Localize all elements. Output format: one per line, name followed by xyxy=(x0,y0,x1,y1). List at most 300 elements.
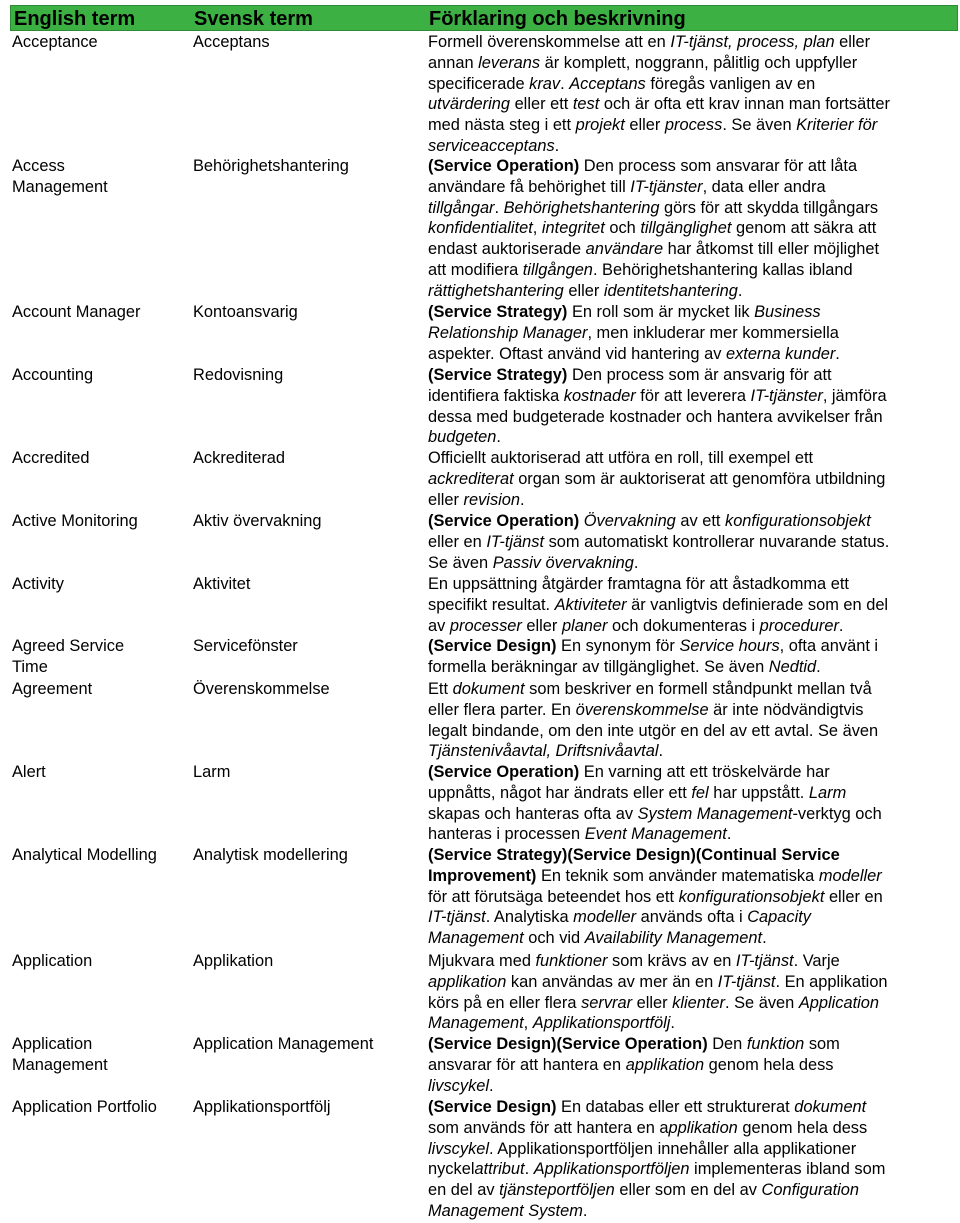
description-line xyxy=(428,1097,885,1118)
description-line xyxy=(428,511,889,532)
description-text: hanteras i processen xyxy=(428,825,585,844)
description-line xyxy=(428,365,887,386)
description-text: av ett xyxy=(675,512,725,530)
glossary-reference: Nedtid xyxy=(768,657,817,676)
description-text: Ett xyxy=(428,680,453,698)
svensk-term: Application Management xyxy=(193,1035,374,1053)
description-line xyxy=(428,281,879,302)
description-text: En roll som är mycket lik xyxy=(567,303,755,321)
description-text: endast auktoriserade xyxy=(428,240,586,259)
description-line xyxy=(428,386,887,407)
description-line xyxy=(428,700,878,721)
english-term-line: Application xyxy=(12,1035,93,1053)
description-text: Den process som ansvarar för att låta xyxy=(579,157,858,175)
description-text: identifiera faktiska xyxy=(428,386,564,405)
description-line xyxy=(428,951,888,972)
english-term-line: Active Monitoring xyxy=(12,512,138,530)
description-text: nyckel xyxy=(428,1160,475,1179)
description-line xyxy=(428,490,885,511)
description-text: formella beräkningar av tillgänglighet. Se även xyxy=(428,657,769,676)
glossary-reference: överenskommelse xyxy=(575,700,709,719)
description-text: . Se även xyxy=(725,993,799,1012)
glossary-reference: Business xyxy=(754,303,821,321)
glossary-reference: Configuration xyxy=(761,1181,859,1200)
glossary-reference: funktioner xyxy=(535,952,608,970)
description-text: . xyxy=(489,1076,494,1095)
glossary-reference: ackrediterat xyxy=(428,469,514,488)
description-text: eller en xyxy=(428,532,487,551)
description-line xyxy=(428,762,882,783)
description-text: och dokumenteras i xyxy=(607,616,760,635)
description-text: , xyxy=(523,1014,533,1033)
svensk-term: Applikationsportfölj xyxy=(193,1098,331,1116)
description-text: föregås vanligen av en xyxy=(645,74,816,93)
section-tag: Improvement) xyxy=(428,866,537,885)
glossary-reference: Service hours xyxy=(679,637,780,655)
description-line xyxy=(428,74,890,95)
glossary-reference: IT-tjänst xyxy=(428,908,486,927)
description-line xyxy=(428,1034,840,1055)
description-text: . Applikationsportföljen innehåller alla applikationer xyxy=(489,1139,857,1158)
glossary-reference: attribut xyxy=(474,1160,525,1179)
section-tag: (Service Operation) xyxy=(428,763,580,781)
description-line xyxy=(428,616,888,637)
description-text: som används för att hantera en a xyxy=(428,1118,669,1137)
glossary-reference: dokument xyxy=(794,1098,867,1116)
description-text: . xyxy=(658,742,664,761)
description-text: för att förutsäga beteendet hos ett xyxy=(428,887,679,906)
description-text: av xyxy=(428,616,450,635)
glossary-reference: revision xyxy=(463,490,521,509)
english-term xyxy=(12,679,92,700)
description-text: uppnåtts, något har ändrats eller ett xyxy=(428,783,692,802)
description-line xyxy=(428,887,883,908)
description-text: eller en xyxy=(824,887,883,906)
description-line xyxy=(428,928,883,949)
description-text: som beskriver en formell ståndpunkt mellan två xyxy=(524,680,872,698)
glossary-reference: tjänsteportföljen xyxy=(499,1181,615,1200)
description-text: . xyxy=(524,1160,534,1179)
english-term-line: Accounting xyxy=(12,366,94,384)
glossary-reference: Acceptans xyxy=(569,74,646,93)
header-forklaring: Förklaring och beskrivning xyxy=(429,8,686,30)
description-text: eller flera parter. En xyxy=(428,700,576,719)
glossary-reference: Event Management xyxy=(584,825,727,844)
english-term-line: Acceptance xyxy=(12,33,98,51)
header-english-term: English term xyxy=(14,8,136,30)
glossary-reference: klienter xyxy=(672,993,725,1012)
glossary-reference: integritet xyxy=(541,219,605,238)
description-text: som xyxy=(804,1035,840,1053)
section-tag: (Service Design)(Service Operation) xyxy=(428,1035,708,1053)
description-line xyxy=(428,804,882,825)
svensk-term: Servicefönster xyxy=(193,637,298,655)
description-text: och vid xyxy=(523,929,585,948)
glossary-reference: Capacity xyxy=(747,908,811,927)
english-term xyxy=(12,1034,108,1076)
description-text: ansvarar för att hantera en xyxy=(428,1055,626,1074)
english-term xyxy=(12,32,98,53)
glossary-reference: Kriterier för xyxy=(796,116,878,135)
description-text: . xyxy=(838,616,844,635)
glossary-reference: budgeten xyxy=(428,428,497,447)
description-text: eller som en del av xyxy=(614,1181,762,1200)
glossary-reference: modeller xyxy=(818,866,882,885)
description-text: används ofta i xyxy=(636,908,748,927)
english-term xyxy=(12,448,89,469)
description-text: eller xyxy=(563,281,604,300)
description xyxy=(428,511,889,573)
description-text: . xyxy=(816,657,821,676)
english-term xyxy=(12,302,140,323)
english-term-line: Access xyxy=(12,157,65,175)
description-text: organ som är auktoriserat att genomföra utbildning xyxy=(513,469,886,488)
description-text: En synonym för xyxy=(556,637,680,655)
description-text: Officiellt auktoriserad att utföra en roll, till exempel ett xyxy=(428,449,814,467)
description-text: , jämföra xyxy=(822,386,887,405)
description-text: Den xyxy=(707,1035,747,1053)
glossary-reference: procedurer xyxy=(759,616,839,635)
english-term-line: Agreement xyxy=(12,680,93,698)
glossary-reference: test xyxy=(572,95,600,114)
english-term-line: Alert xyxy=(12,763,46,781)
glossary-reference: projekt xyxy=(575,116,625,135)
description-text: . Se även xyxy=(722,116,797,135)
description xyxy=(428,574,888,636)
description-text: och xyxy=(604,219,641,238)
description-text: -verktyg och xyxy=(792,804,882,823)
table-header xyxy=(10,5,958,31)
description-text: med nästa steg i ett xyxy=(428,116,576,135)
glossary-reference: modeller xyxy=(573,908,637,927)
description-text: Formell överenskommelse att en xyxy=(428,33,671,51)
glossary-reference: konfigurationsobjekt xyxy=(678,887,825,906)
description-line xyxy=(428,1139,885,1160)
description-text: . xyxy=(582,1201,588,1220)
english-term-line: Management xyxy=(12,1055,108,1074)
glossary-reference: Övervakning xyxy=(583,512,676,530)
english-term xyxy=(12,511,138,532)
svensk-term: Överenskommelse xyxy=(193,680,330,698)
description xyxy=(428,636,878,678)
description-text: eller xyxy=(632,993,673,1012)
description-text: En varning att ett tröskelvärde har xyxy=(579,763,830,781)
section-tag: (Service Design) xyxy=(428,1098,557,1116)
description-line xyxy=(428,156,879,177)
glossary-reference: planer xyxy=(561,616,608,635)
description-line xyxy=(428,1180,885,1201)
glossary-reference: livscykel xyxy=(428,1076,490,1095)
english-term-line: Application xyxy=(12,952,93,970)
english-term xyxy=(12,365,93,386)
description-text: eller ett xyxy=(510,95,573,114)
description-text: Mjukvara med xyxy=(428,952,536,970)
description-line xyxy=(428,469,885,490)
glossary-reference: Aktiviteter xyxy=(554,595,627,614)
description xyxy=(428,679,878,762)
svensk-term: Redovisning xyxy=(193,366,284,384)
svensk-term: Larm xyxy=(193,763,231,781)
description-line xyxy=(428,636,878,657)
glossary-reference: Management xyxy=(428,929,524,948)
description-text: har uppstått. xyxy=(708,783,809,802)
description-text: specificerade xyxy=(428,74,530,93)
description-text: . Varje xyxy=(793,952,840,970)
glossary-reference: användare xyxy=(585,240,664,259)
description-line xyxy=(428,783,882,804)
description-text: en del av xyxy=(428,1181,500,1200)
glossary-reference: Applikationsportföljen xyxy=(533,1160,690,1179)
glossary-reference: livscykel xyxy=(428,1139,490,1158)
description-text: är komplett, noggrann, pålitlig och uppfyller xyxy=(540,53,858,72)
description-text: . xyxy=(560,74,570,93)
description-text: dessa med budgeterade kostnader och hantera avvikelser från xyxy=(428,407,883,426)
glossary-reference: process xyxy=(664,116,723,135)
description-text: är vanligtvis definierade som en del xyxy=(626,595,889,614)
description xyxy=(428,845,883,949)
english-term xyxy=(12,1097,157,1118)
description-line xyxy=(428,302,840,323)
svensk-term: Aktiv övervakning xyxy=(193,512,322,530)
glossary-reference: konfigurationsobjekt xyxy=(725,512,871,530)
glossary-reference: tillgången xyxy=(522,260,593,279)
glossary-reference: rättighetshantering xyxy=(428,281,564,300)
glossary-reference: funktion xyxy=(746,1035,805,1053)
description-text: specifikt resultat. xyxy=(428,595,555,614)
description-text: , xyxy=(532,219,542,238)
description xyxy=(428,448,885,510)
description-text: . xyxy=(670,1014,675,1033)
description-text: implementeras ibland som xyxy=(689,1160,886,1179)
description-text: En uppsättning åtgärder framtagna för att åstadkomma ett xyxy=(428,575,849,593)
description-text: är inte nödvändigtvis xyxy=(708,700,864,719)
description-text: . xyxy=(726,825,732,844)
description-text: . xyxy=(762,929,767,948)
section-tag: (Service Strategy) xyxy=(428,366,568,384)
english-term-line: Analytical Modelling xyxy=(12,846,157,864)
glossary-reference: servrar xyxy=(581,993,633,1012)
svensk-term: Behörighetshantering xyxy=(193,157,349,175)
description-line xyxy=(428,136,890,157)
description-line xyxy=(428,1076,840,1097)
svensk-term: Kontoansvarig xyxy=(193,303,298,321)
description-line xyxy=(428,260,879,281)
svensk-term: Ackrediterad xyxy=(193,449,286,467)
description-text: . xyxy=(835,344,840,363)
description-text: eller xyxy=(624,116,665,135)
description-text: för att leverera xyxy=(635,386,751,405)
description-text: . xyxy=(633,553,639,572)
description-line xyxy=(428,907,883,928)
glossary-reference: IT-tjänst xyxy=(486,532,545,551)
description-line xyxy=(428,218,879,239)
description-text: görs för att skydda tillgångars xyxy=(659,198,879,217)
description-text: att modifiera xyxy=(428,260,523,279)
description-line xyxy=(428,448,885,469)
section-tag: (Service Strategy) xyxy=(428,303,568,321)
glossary-reference: krav xyxy=(529,74,561,93)
glossary-reference: fel xyxy=(691,783,709,802)
glossary-reference: Applikationsportfölj xyxy=(532,1014,671,1033)
glossary-reference: applikation xyxy=(428,972,507,991)
glossary-reference: serviceacceptans xyxy=(428,136,555,155)
description-text: eller xyxy=(428,490,464,509)
glossary-reference: IT-tjänster xyxy=(750,386,823,405)
glossary-reference: kostnader xyxy=(563,386,636,405)
header-svensk-term: Svensk term xyxy=(194,8,313,30)
description-line xyxy=(428,177,879,198)
glossary-reference: IT-tjänst, process, plan xyxy=(670,33,835,51)
glossary-reference: IT-tjänst xyxy=(717,972,776,991)
section-tag: (Service Operation) xyxy=(428,512,580,530)
glossary-reference: applikation xyxy=(625,1055,705,1074)
description-line xyxy=(428,427,887,448)
glossary-reference: tillgänglighet xyxy=(640,219,732,238)
description-text: , men inkluderar mer kommersiella xyxy=(587,323,839,342)
glossary-reference: System Management xyxy=(637,804,793,823)
description-line xyxy=(428,1013,888,1034)
description-line xyxy=(428,407,887,428)
description-text: annan xyxy=(428,53,479,72)
description-line xyxy=(428,972,888,993)
description-text: En teknik som använder matematiska xyxy=(536,866,819,885)
description-text: . En applikation xyxy=(775,972,888,991)
description-text: aspekter. Oftast använd vid hantering av xyxy=(428,344,726,363)
english-term xyxy=(12,762,46,783)
section-tag: (Service Operation) xyxy=(428,157,580,175)
description-line xyxy=(428,1055,840,1076)
glossary-reference: IT-tjänster xyxy=(630,177,703,196)
svensk-term: Acceptans xyxy=(193,33,270,51)
description xyxy=(428,1034,840,1096)
description-line xyxy=(428,115,890,136)
glossary-reference: utvärdering xyxy=(428,95,511,114)
glossary-reference: Relationship Manager xyxy=(428,323,588,342)
glossary-reference: Management xyxy=(428,1014,524,1033)
english-term-line: Application Portfolio xyxy=(12,1098,157,1116)
glossary-reference: identitetshantering xyxy=(603,281,738,300)
description xyxy=(428,762,882,845)
description-text: körs på en eller flera xyxy=(428,993,582,1012)
description-text: . xyxy=(496,428,501,447)
description xyxy=(428,1097,885,1222)
section-tag: (Service Strategy)(Service Design)(Continual Service xyxy=(428,846,840,864)
description-text: genom hela dess xyxy=(737,1118,868,1137)
english-term xyxy=(12,574,64,595)
description-text: . xyxy=(520,490,525,509)
english-term-line: Time xyxy=(12,657,48,676)
english-term-line: Activity xyxy=(12,575,64,593)
description-text: eller xyxy=(521,616,562,635)
description-text: . xyxy=(554,136,560,155)
description-line xyxy=(428,94,890,115)
description-line xyxy=(428,824,882,845)
description-text: Se även xyxy=(428,553,493,572)
description-line xyxy=(428,1159,885,1180)
description-line xyxy=(428,993,888,1014)
description-line xyxy=(428,657,878,678)
description-line xyxy=(428,1118,885,1139)
description-text: användare få behörighet till xyxy=(428,177,631,196)
glossary-reference: dokument xyxy=(452,680,525,698)
english-term-line: Agreed Service xyxy=(12,637,125,655)
description-text: , ofta använt i xyxy=(779,637,879,655)
description-text: kan användas av mer än en xyxy=(506,972,718,991)
glossary-reference: tillgångar xyxy=(428,198,495,217)
svensk-term: Analytisk modellering xyxy=(193,846,348,864)
description-text: Den process som är ansvarig för att xyxy=(567,366,832,384)
glossary-reference: Management System xyxy=(428,1201,583,1220)
english-term-line: Account Manager xyxy=(12,303,141,321)
description-line xyxy=(428,574,888,595)
glossary-reference: Larm xyxy=(808,783,847,802)
description-line xyxy=(428,741,878,762)
description xyxy=(428,951,888,1034)
svensk-term: Aktivitet xyxy=(193,575,251,593)
glossary-reference: leverans xyxy=(478,53,541,72)
description-line xyxy=(428,721,878,742)
description-text: legalt bindande, om den inte utgör en del av ett avtal. Se även xyxy=(428,721,879,740)
description-text: skapas och hanteras ofta av xyxy=(428,804,638,823)
description-line xyxy=(428,239,879,260)
description-line xyxy=(428,532,889,553)
section-tag: (Service Design) xyxy=(428,637,557,655)
glossary-reference: Behörighetshantering xyxy=(503,198,660,217)
description-text: . Behörighetshantering kallas ibland xyxy=(592,260,853,279)
description-line xyxy=(428,53,890,74)
description-text: , data eller andra xyxy=(702,177,826,196)
description-line xyxy=(428,845,883,866)
glossary-reference: pplikation xyxy=(668,1118,738,1137)
description-text: . xyxy=(737,281,743,300)
glossary-reference: Application xyxy=(798,993,879,1012)
description-line xyxy=(428,198,879,219)
glossary-reference: IT-tjänst xyxy=(735,952,794,970)
description xyxy=(428,302,840,364)
description-text: En databas eller ett strukturerat xyxy=(556,1098,795,1116)
svensk-term: Applikation xyxy=(193,952,274,970)
english-term xyxy=(12,636,124,678)
description-line xyxy=(428,679,878,700)
description xyxy=(428,156,879,302)
description xyxy=(428,365,887,448)
glossary-reference: konfidentialitet xyxy=(428,219,533,238)
description-text: . Analytiska xyxy=(485,908,574,927)
description xyxy=(428,32,890,157)
description-text: . xyxy=(494,198,504,217)
english-term xyxy=(12,156,108,198)
description-line xyxy=(428,32,890,53)
english-term-line: Accredited xyxy=(12,449,90,467)
description-text: genom hela dess xyxy=(704,1055,834,1074)
description-line xyxy=(428,344,840,365)
glossary-reference: externa kunder xyxy=(725,344,836,363)
glossary-reference: processer xyxy=(449,616,522,635)
description-text: eller xyxy=(834,33,871,51)
description-line xyxy=(428,595,888,616)
glossary-reference: Availability Management xyxy=(584,929,763,948)
description-line xyxy=(428,866,883,887)
description-line xyxy=(428,553,889,574)
english-term-line: Management xyxy=(12,177,108,196)
english-term xyxy=(12,951,92,972)
description-text: har åtkomst till eller möjlighet xyxy=(663,240,879,259)
description-text: som krävs av en xyxy=(607,952,736,970)
description-line xyxy=(428,1201,885,1222)
glossary-reference: Tjänstenivåavtal, Driftsnivåavtal xyxy=(428,742,659,761)
description-line xyxy=(428,323,840,344)
glossary-reference: Passiv övervakning xyxy=(492,553,634,572)
